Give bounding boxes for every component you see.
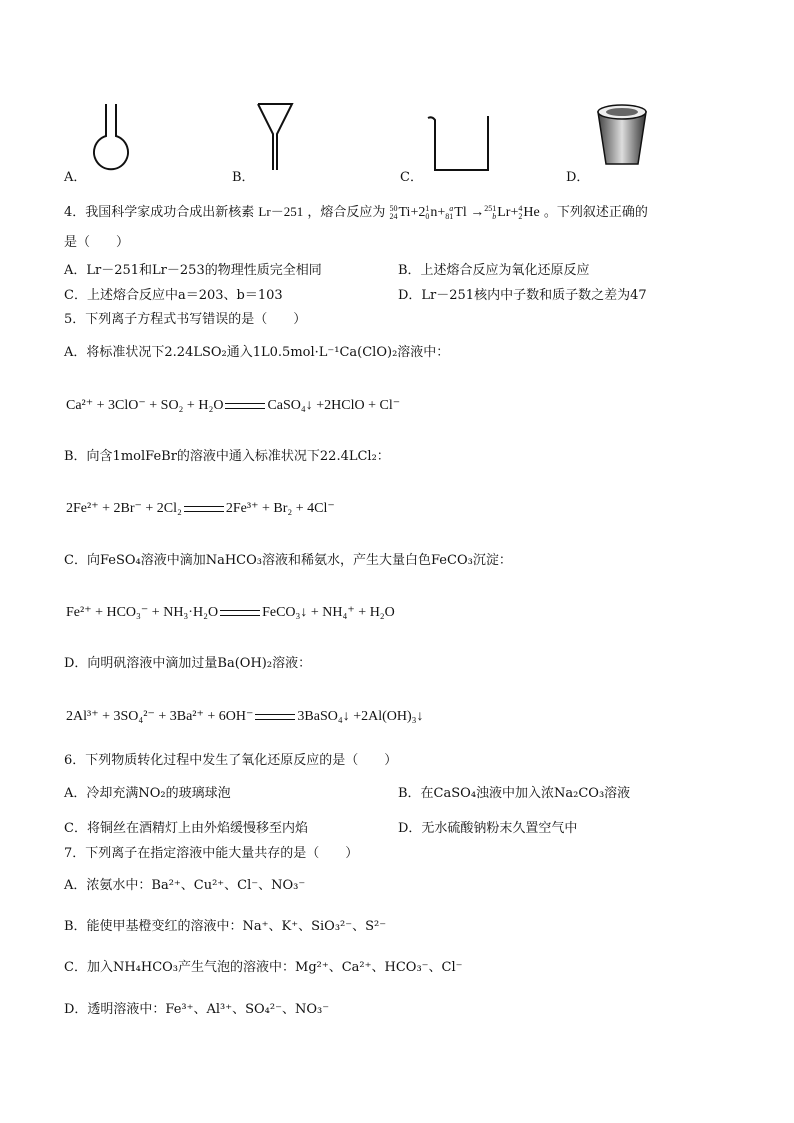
q4-line2: 是（ ） (64, 235, 130, 250)
n-mass-charge: 1 0 (425, 203, 430, 221)
q7-title: 7．下列离子在指定溶液中能大量共存的是（ ） (64, 846, 359, 861)
equals-sign (184, 506, 224, 512)
option-c-label: C． (400, 170, 423, 185)
q4-option-c: C．上述熔合反应中a＝203、b＝103 (64, 288, 283, 303)
ti-mass-charge: 50 24 (389, 203, 398, 221)
q6-title: 6．下列物质转化过程中发生了氧化还原反应的是（ ） (64, 753, 398, 768)
q5-c-equation (66, 604, 395, 621)
he-mass-charge: 4 2 (518, 203, 523, 221)
q5-b-rhs: 2Fe³⁺ + Br₂ + 4Cl⁻ (225, 501, 335, 516)
q7-option-d: D．透明溶液中：Fe³⁺、Al³⁺、SO₄²⁻、NO₃⁻ (64, 1002, 330, 1017)
q6-option-a: A．冷却充满NO₂的玻璃球泡 (64, 786, 231, 801)
beaker-icon (426, 112, 494, 174)
q5-d-lhs: 2Al³⁺ + 3SO₄²⁻ + 3Ba²⁺ + 6OH⁻ (66, 709, 254, 724)
funnel-icon (256, 100, 296, 172)
q6-option-c: C．将铜丝在酒精灯上由外焰缓慢移至内焰 (64, 821, 308, 836)
q5-a-desc: A．将标准状况下2.24LSO₂通入1L0.5mol·L⁻¹Ca(ClO)₂溶液中： (64, 345, 450, 360)
q5-d-rhs: 3BaSO₄↓ +2Al(OH)₃↓ (297, 709, 424, 724)
q5-c-desc: C．向FeSO₄溶液中滴加NaHCO₃溶液和稀氨水，产生大量白色FeCO₃沉淀： (64, 553, 512, 568)
equals-sign (225, 403, 265, 409)
q4-option-a: A．Lr－251和Lr－253的物理性质完全相同 (64, 263, 322, 278)
q5-d-desc: D．向明矾溶液中滴加过量Ba(OH)₂溶液： (64, 656, 312, 671)
crucible-icon (594, 102, 650, 168)
option-d-label: D． (566, 170, 590, 185)
q5-c-rhs: FeCO₃↓ + NH₄⁺ + H₂O (262, 605, 395, 620)
equals-sign (220, 610, 260, 616)
q4-text-post: 。下列叙述正确的 (543, 205, 648, 220)
q4-nuclear-equation: 50 24 Ti+2 1 0 n+ a 81 Tl → 251 b Lr+ 4 2 He (389, 203, 540, 221)
q5-title: 5．下列离子方程式书写错误的是（ ） (64, 312, 307, 327)
q5-b-equation (66, 500, 335, 517)
q4-text-pre: 4．我国科学家成功合成出新核素 (64, 205, 255, 220)
q5-a-rhs: CaSO₄↓ +2HClO + Cl⁻ (267, 398, 401, 413)
q5-a-lhs: Ca²⁺ + 3ClO⁻ + SO₂ + H₂O (66, 398, 224, 413)
equals-sign (255, 714, 295, 720)
tl-mass-charge: a 81 (445, 203, 454, 221)
q6-option-d: D．无水硫酸钠粉末久置空气中 (398, 821, 578, 836)
option-b-label: B． (232, 170, 255, 185)
q4-line1 (64, 203, 648, 222)
q7-option-b: B．能使甲基橙变红的溶液中：Na⁺、K⁺、SiO₃²⁻、S²⁻ (64, 919, 387, 934)
q6-option-b: B．在CaSO₄浊液中加入浓Na₂CO₃溶液 (398, 786, 631, 801)
lr-mass-charge: 251 b (484, 203, 497, 221)
q5-d-equation (66, 708, 424, 725)
q4-option-b: B．上述熔合反应为氧化还原反应 (398, 263, 590, 278)
q7-option-c: C．加入NH₄HCO₃产生气泡的溶液中：Mg²⁺、Ca²⁺、HCO₃⁻、Cl⁻ (64, 960, 463, 975)
q5-b-lhs: 2Fe²⁺ + 2Br⁻ + 2Cl₂ (66, 501, 182, 516)
round-bottom-flask-icon (86, 102, 136, 178)
q5-a-equation (66, 397, 400, 414)
q4-text-mid: ，熔合反应为 (307, 205, 386, 220)
q5-b-desc: B．向含1molFeBr的溶液中通入标准状况下22.4LCl₂： (64, 449, 390, 464)
option-a-label: A． (64, 170, 87, 185)
q4-option-d: D．Lr－251核内中子数和质子数之差为47 (398, 288, 647, 303)
q7-option-a: A．浓氨水中：Ba²⁺、Cu²⁺、Cl⁻、NO₃⁻ (64, 878, 306, 893)
q4-nuclide: Lr－251 (258, 204, 304, 219)
q5-c-lhs: Fe²⁺ + HCO₃⁻ + NH₃·H₂O (66, 605, 219, 620)
